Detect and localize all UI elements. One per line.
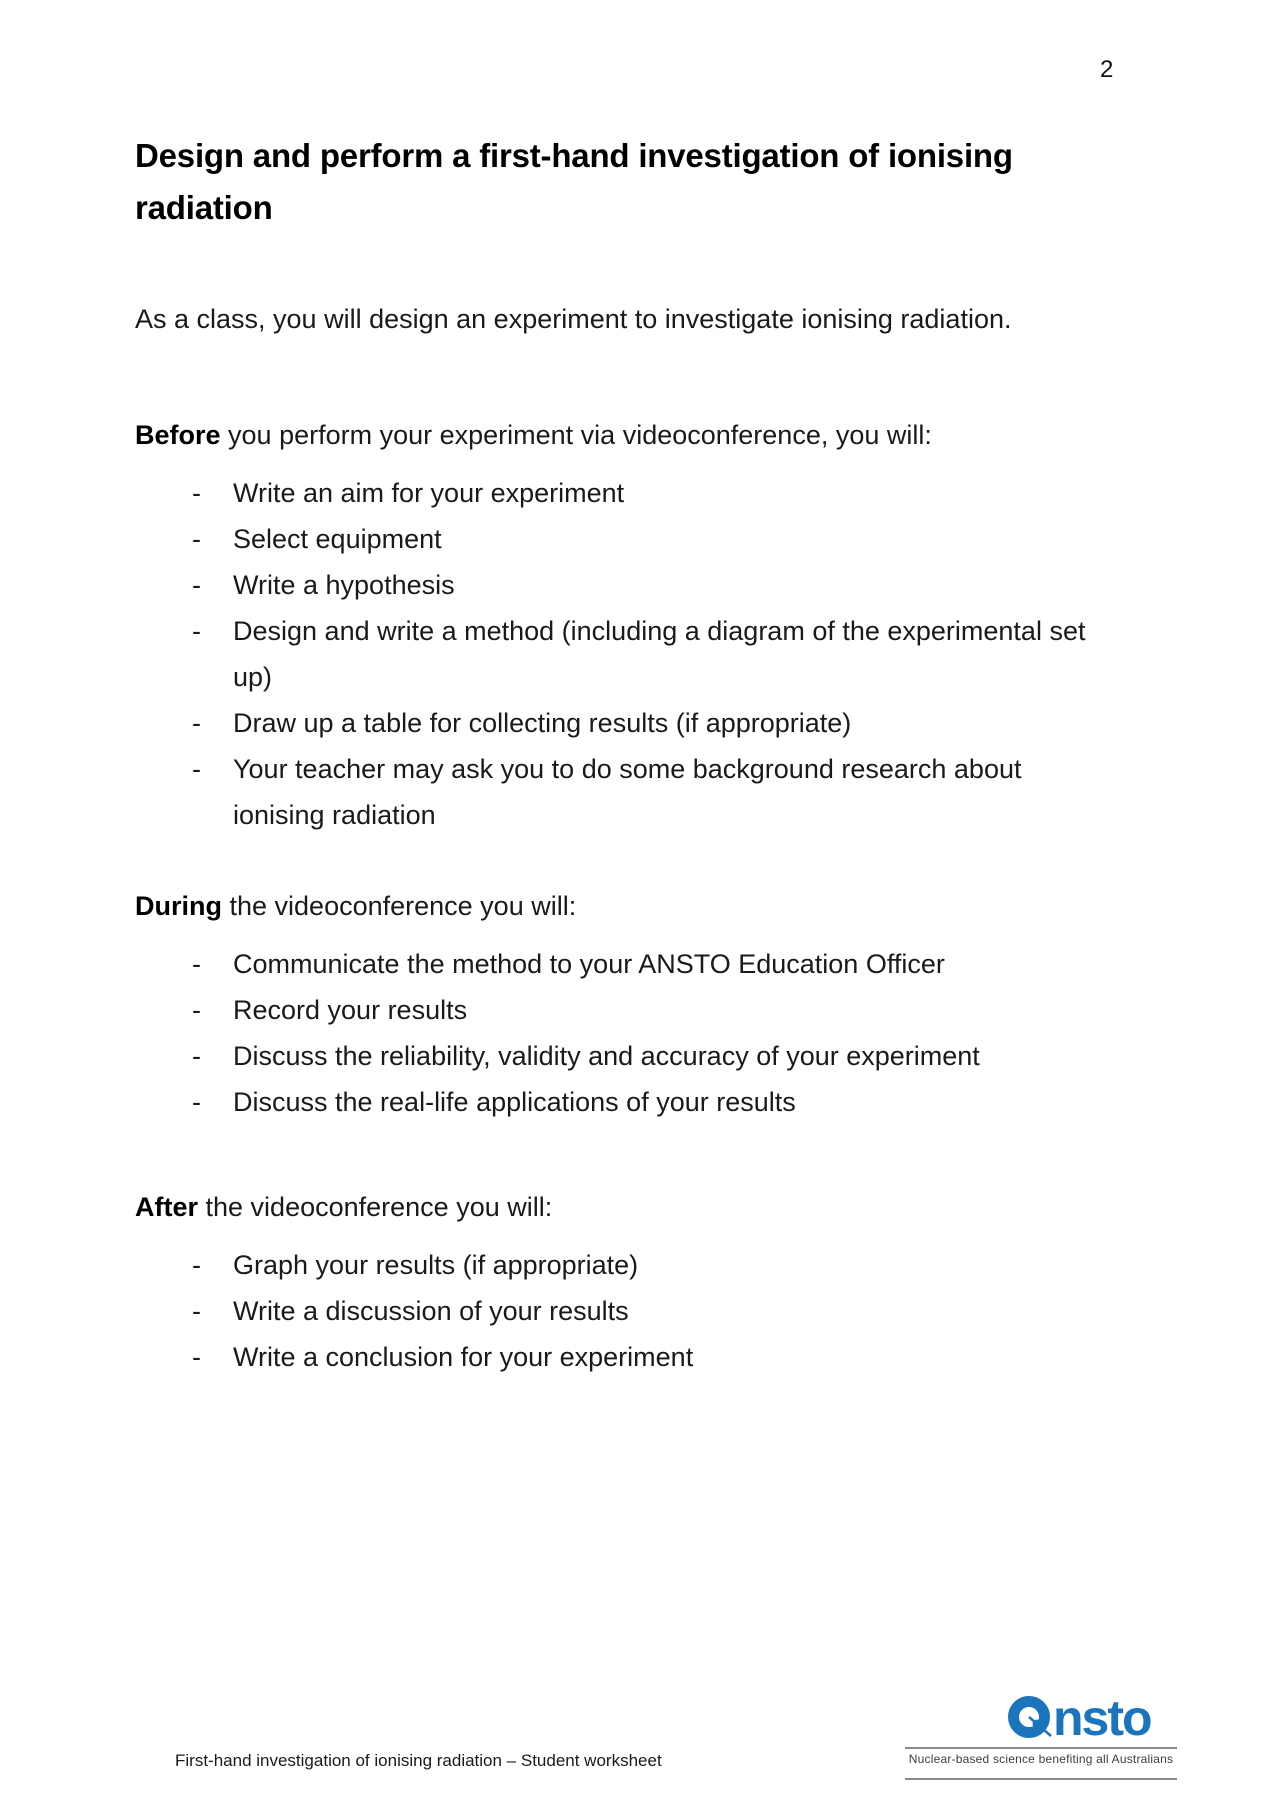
bullet-dash: - (192, 1087, 201, 1117)
logo-rule-bottom (905, 1778, 1177, 1780)
section-heading (135, 1184, 1195, 1230)
section-before (135, 412, 1195, 838)
bullet-dash: - (192, 1250, 201, 1280)
list-item-text: Discuss the reliability, validity and accuracy of your experiment (233, 1041, 980, 1071)
section-heading-rest: the videoconference you will: (198, 1192, 553, 1222)
logo-orbit-dot (1033, 1720, 1042, 1729)
list-item (135, 700, 1195, 746)
list-item-text: Write a conclusion for your experiment (233, 1342, 694, 1372)
bullet-dash: - (192, 1342, 201, 1372)
list-item-text: Record your results (233, 995, 468, 1025)
footer-document-label: First-hand investigation of ionising radiation – Student worksheet (175, 1751, 662, 1770)
bullet-list (135, 1242, 1195, 1380)
bullet-dash: - (192, 616, 201, 646)
list-item (135, 746, 1195, 838)
list-item-text: Graph your results (if appropriate) (233, 1250, 639, 1280)
page-title: Design and perform a first-hand investigation of ionising radiation (135, 137, 1013, 226)
bullet-dash: - (192, 995, 201, 1025)
bullet-list (135, 470, 1195, 838)
list-item-text: Write a hypothesis (233, 570, 455, 600)
section-heading-rest: the videoconference you will: (222, 891, 577, 921)
list-item-text: Write an aim for your experiment (233, 478, 625, 508)
list-item (135, 470, 1195, 516)
bullet-dash: - (192, 1041, 201, 1071)
list-item (135, 516, 1195, 562)
list-item (135, 1079, 1195, 1125)
list-item (135, 987, 1195, 1033)
bullet-dash: - (192, 754, 201, 784)
list-item-text: Your teacher may ask you to do some background research about ionising radiation (233, 754, 1022, 830)
list-item (135, 1334, 1195, 1380)
list-item-text: Draw up a table for collecting results (if appropriate) (233, 708, 852, 738)
list-item-text: Discuss the real-life applications of your results (233, 1087, 796, 1117)
ansto-wordmark-text: nsto (1053, 1690, 1151, 1738)
list-item (135, 562, 1195, 608)
bullet-dash: - (192, 1296, 201, 1326)
list-item-text: Select equipment (233, 524, 442, 554)
list-item (135, 1242, 1195, 1288)
ansto-wordmark-icon (1007, 1690, 1169, 1738)
list-item-text: Communicate the method to your ANSTO Education Officer (233, 949, 945, 979)
list-item (135, 941, 1195, 987)
bullet-dash: - (192, 949, 201, 979)
intro-paragraph: As a class, you will design an experiment to investigate ionising radiation. (135, 304, 1012, 334)
section-heading (135, 412, 1195, 458)
bullet-dash: - (192, 708, 201, 738)
list-item (135, 608, 1195, 700)
ansto-logo (905, 1690, 1177, 1780)
section-heading-rest: you perform your experiment via videoconference, you will: (220, 420, 932, 450)
section-heading-lead: After (135, 1192, 199, 1222)
logo-tagline: Nuclear-based science benefiting all Australians (908, 1752, 1174, 1766)
bullet-dash: - (192, 570, 201, 600)
page-number: 2 (1100, 56, 1114, 83)
section-heading-lead: Before (135, 420, 221, 450)
list-item-text: Design and write a method (including a diagram of the experimental set up) (233, 616, 1086, 692)
list-item-text: Write a discussion of your results (233, 1296, 629, 1326)
section-heading-lead: During (135, 891, 222, 921)
section-heading (135, 883, 1195, 929)
bullet-dash: - (192, 478, 201, 508)
bullet-list (135, 941, 1195, 1125)
list-item (135, 1288, 1195, 1334)
list-item (135, 1033, 1195, 1079)
section-after (135, 1184, 1195, 1380)
section-during (135, 883, 1195, 1125)
bullet-dash: - (192, 524, 201, 554)
